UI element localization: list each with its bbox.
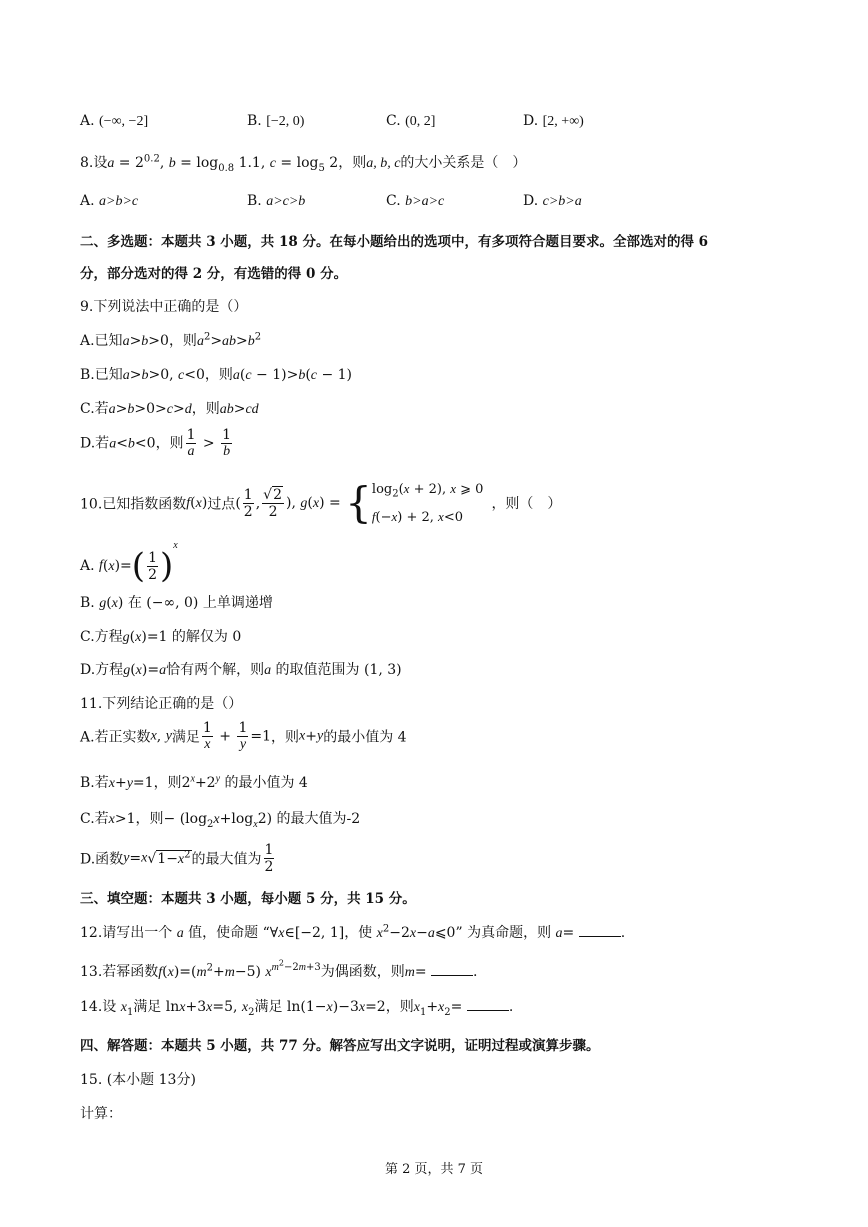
q11-stem: 11.下列结论正确的是（） [80, 696, 243, 712]
q15-header: 15. (本小题 13分) [80, 1072, 196, 1088]
q15-compute-label: 计算： [80, 1106, 122, 1122]
q10-option-d: D.方程g(x)=a恰有两个解，则a 的取值范围为 (1, 3) [80, 662, 402, 678]
q14: 14.设 $x_1$满足 lnx+3x=5, $x_2$满足 ln(1−x)−3x=2，则$x_1+x_2=$ . [80, 999, 514, 1018]
q10-piecewise-brace: { [345, 478, 372, 528]
q7-option-b: B. [−2, 0) [247, 113, 305, 129]
q7-option-a: A. (−∞, −2] [80, 113, 149, 129]
q13-answer-blank[interactable] [431, 963, 473, 976]
q7-option-d: D. [2, +∞) [523, 113, 584, 129]
q8-option-c: C. b>a>c [386, 193, 445, 209]
q8-option-a: A. a>b>c [80, 193, 139, 209]
q10-option-a: A. f(x)=( $\frac{1}{2}$ )$^x$ [80, 540, 178, 586]
q14-answer-blank[interactable] [467, 998, 509, 1011]
q9-option-b: B.已知a>b>0, c<0，则a(c − 1)>b(c − 1) [80, 367, 352, 383]
q12: 12.请写出一个 a 值，使命题 “∀x∈[−2, 1]，使 $x^2-2x-a⩽0$” 为真命题，则 a= . [80, 923, 626, 941]
q9-option-c: C.若a>b>0>c>d，则ab>cd [80, 401, 259, 417]
q8-stem: 8.设$a = 2^{0.2}$, $b = \log_{0.8} 1.1$, $c = \log_5 2$，则a, b, c的大小关系是（ ） [80, 153, 527, 174]
q12-answer-blank[interactable] [579, 924, 621, 937]
section-2-heading-line2: 分，部分选对的得 2 分，有选错的得 0 分。 [80, 266, 348, 282]
q10-option-b: B. g(x) 在 (−∞, 0) 上单调递增 [80, 595, 273, 611]
q10-stem: 10.已知指数函数f(x)过点( $\frac{1}{2}$ , $\frac{√2}{2}$ ), $g(x) = \{\log_2(x + 2)$, x ⩾ 0 f(−x) + 2, x<0，则（ ） [80, 478, 562, 528]
q9-stem: 9.下列说法中正确的是（） [80, 299, 248, 315]
q8-option-d: D. c>b>a [523, 193, 582, 209]
q11-option-c: C.若x>1，则− $(\log_2x+\log_x2)$ 的最大值为-2 [80, 811, 361, 830]
section-4-heading: 四、解答题：本题共 5 小题，共 77 分。解答应写出文字说明，证明过程或演算步骤。 [80, 1038, 600, 1054]
section-3-heading: 三、填空题：本题共 3 小题，每小题 5 分，共 15 分。 [80, 891, 416, 907]
q9-option-d: D.若a<b<0，则 $\frac{1}{a}$ > $\frac{1}{b}$ [80, 427, 232, 459]
page-footer: 第 2 页，共 7 页 [384, 1162, 484, 1177]
q10-option-c: C.方程g(x)=1 的解仅为 0 [80, 629, 242, 645]
q8-option-b: B. a>c>b [247, 193, 306, 209]
section-2-heading-line1: 二、多选题：本题共 3 小题，共 18 分。在每小题给出的选项中，有多项符合题目要求。全部选对的得 6 [80, 234, 709, 250]
q11-option-d: D.函数$y=x√1-x^2$的最大值为 $\frac{1}{2}$ [80, 842, 274, 875]
q8-definition: a [107, 156, 115, 171]
q13: 13.若幂函数$f(x)=(m^2+m-5)$ $x^{m^2-2m+3}$为偶函数，则m= . [80, 959, 478, 980]
q7-option-c: C. (0, 2] [386, 113, 436, 129]
q11-option-a: A.若正实数x, y满足 $\frac{1}{x}$ + $\frac{1}{y}$ =1，则x+y的最小值为 4 [80, 720, 407, 752]
q11-option-b: B.若x+y=1，则$2^x+2^y$ 的最小值为 4 [80, 773, 308, 791]
q10-piecewise-cases: $\log_2(x + 2)$, x ⩾ 0 f(−x) + 2, x<0 [371, 481, 484, 525]
q9-option-a: A.已知a>b>0，则$a^2>ab>b^2$ [80, 331, 262, 349]
